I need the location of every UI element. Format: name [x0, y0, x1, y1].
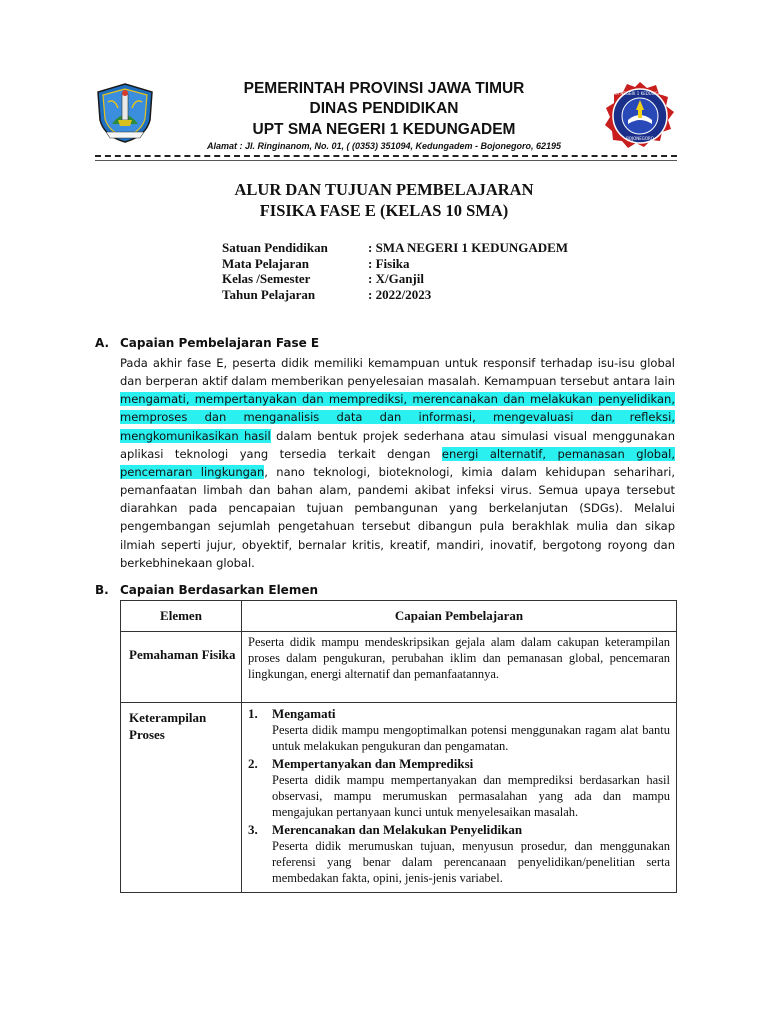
- learning-outcome: [242, 703, 677, 893]
- paragraph-text: Pada akhir fase E, peserta didik memiliki kemampuan untuk responsif terhadap isu-isu global dan berperan aktif dalam memberikan penyelesaian masalah. Kemampuan tersebut antara lain: [120, 356, 675, 389]
- jawa-timur-emblem-icon: [94, 82, 156, 144]
- list-title: Mempertanyakan dan Memprediksi: [272, 756, 474, 771]
- element-name: Keterampilan Proses: [121, 703, 242, 893]
- list-number: 3.: [248, 822, 258, 837]
- paragraph-text: dalam bentuk projek sederhana atau simulasi visual menggunakan aplikasi teknologi yang tersedia terkait dengan: [120, 428, 676, 461]
- list-item-text: Peserta didik mampu mempertanyakan dan memprediksi berdasarkan hasil observasi, mampu merumuskan permasalahan yang ada dan mampu mengajukan pertanyaan kunci untuk menyelesaikan masalah.: [272, 773, 670, 819]
- letterhead-address: Alamat : Jl. Ringinanom, No. 01, ( (0353) 351094, Kedungadem - Bojonegoro, 62195: [206, 141, 562, 151]
- highlighted-text: mengamati, mempertanyakan dan memprediksi, merencanakan dan melakukan penyelidikan, memproses dan menganalisis data dan informasi, mengevaluasi dan refleksi, mengkomunikasikan hasil: [120, 392, 675, 443]
- table-row: [121, 703, 677, 893]
- info-block: [222, 240, 568, 302]
- list-item-heading: [248, 706, 670, 722]
- section-letter: B.: [95, 583, 109, 597]
- section-a-paragraph: [120, 354, 675, 572]
- list-item-heading: [248, 756, 670, 772]
- element-name: Pemahaman Fisika: [121, 632, 242, 703]
- info-row: [222, 256, 568, 272]
- info-label: Tahun Pelajaran: [222, 286, 316, 302]
- info-row: [222, 240, 568, 256]
- info-value: : 2022/2023: [368, 286, 432, 302]
- table-header-cell: Capaian Pembelajaran: [242, 601, 677, 632]
- section-a-heading: [95, 336, 319, 350]
- learning-outcome: Peserta didik mampu mendeskripsikan gejala alam dalam cakupan keterampilan proses dalam pengukuran, perubahan iklim dan pemanasan global, pencemaran lingkungan, energi alternatif dan pemanfaatannya.: [242, 632, 677, 703]
- table-row: [121, 632, 677, 703]
- list-title: Mengamati: [272, 706, 336, 721]
- letterhead-divider-thin: [95, 160, 677, 161]
- list-number: 2.: [248, 756, 258, 771]
- svg-text:BOJONEGORO: BOJONEGORO: [626, 136, 654, 141]
- section-b-heading: [95, 583, 318, 597]
- elements-table: [120, 600, 677, 893]
- table-header-cell: Elemen: [121, 601, 242, 632]
- paragraph-text: , nano teknologi, bioteknologi, kimia dalam kehidupan seharihari, pemanfaatan limbah dan bahan alam, pandemi akibat infeksi virus. Semua upaya tersebut diarahkan pada pencapaian tujuan pembangunan yang berkelanjutan (SDGs). Melalui pengembangan sejumlah pengetahuan tersebut dibangun pula berakhlak mulia dan sikap ilmiah seperti jujur, obyektif, bernalar kritis, kreatif, mandiri, inovatif, bergotong royong dan berkebhinekaan global.: [120, 464, 675, 570]
- svg-text:SMA NEGERI 1 KEDUNGADEM: SMA NEGERI 1 KEDUNGADEM: [610, 91, 670, 96]
- letterhead-school: UPT SMA NEGERI 1 KEDUNGADEM: [252, 121, 516, 138]
- info-value: : Fisika: [368, 255, 410, 271]
- list-item-heading: [248, 822, 670, 838]
- list-title: Merencanakan dan Melakukan Penyelidikan: [272, 822, 523, 837]
- letterhead-department: DINAS PENDIDIKAN: [309, 100, 459, 117]
- document-title: ALUR DAN TUJUAN PEMBELAJARAN: [234, 180, 534, 199]
- info-label: Satuan Pendidikan: [222, 240, 328, 255]
- document-subtitle: FISIKA FASE E (KELAS 10 SMA): [259, 201, 509, 220]
- info-row: [222, 271, 568, 287]
- highlighted-text: energi alternatif, pemanasan global, pencemaran lingkungan: [120, 446, 675, 479]
- table-header-row: [121, 601, 677, 632]
- info-row: [222, 287, 568, 303]
- info-value: : X/Ganjil: [368, 271, 424, 286]
- section-letter: A.: [95, 336, 110, 350]
- list-number: 1.: [248, 706, 258, 721]
- section-title: Capaian Berdasarkan Elemen: [120, 583, 319, 597]
- letterhead-government: PEMERINTAH PROVINSI JAWA TIMUR: [243, 80, 525, 97]
- list-item-text: Peserta didik merumuskan tujuan, menyusun prosedur, dan menggunakan referensi yang benar dalam perencanaan penyelidikan/penelitian serta membedakan fakta, opini, jenis-jenis variabel.: [272, 839, 670, 885]
- list-item-text: Peserta didik mampu mengoptimalkan potensi menggunakan ragam alat bantu untuk melakukan pengukuran dan pengamatan.: [272, 723, 670, 753]
- info-label: Kelas /Semester: [222, 271, 311, 286]
- section-title: Capaian Pembelajaran Fase E: [120, 336, 320, 350]
- info-value: : SMA NEGERI 1 KEDUNGADEM: [368, 240, 569, 255]
- info-label: Mata Pelajaran: [222, 255, 310, 271]
- letterhead-divider: [95, 155, 677, 157]
